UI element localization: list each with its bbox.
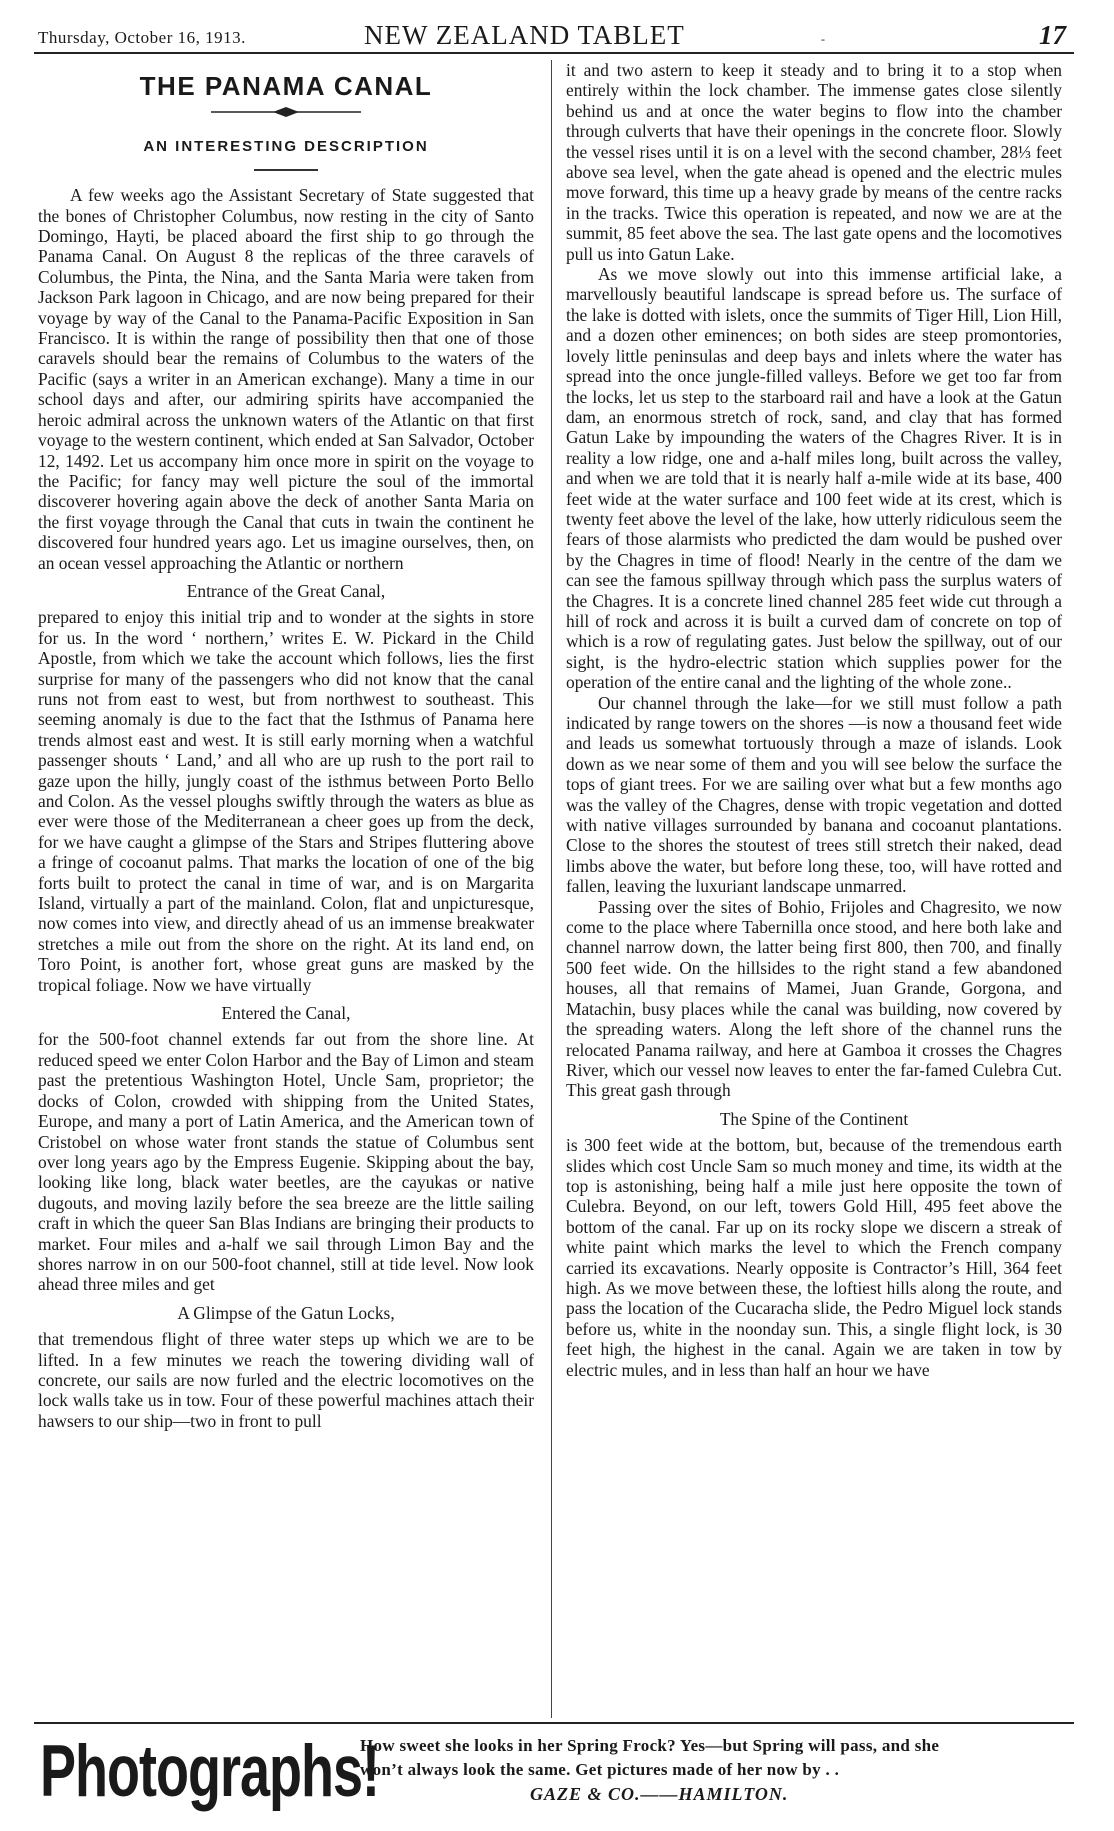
page-number: 17 [1039,20,1066,50]
column-divider [551,60,552,1718]
paragraph: A few weeks ago the Assistant Secretary of State suggested that the bones of Christopher Columbus, now resting in the city of Santo Domingo, Hayti, be placed aboard the first ship to go through the Panama Canal. On August 8 the replicas of the three caravels of Columbus, the Pinta, the Nina, and the Santa Maria were taken from Jackson Park lagoon in Chicago, and are now being prepared for their voyage by way of the Canal to the Panama-Pacific Exposition in San Francisco. It is within the range of possibility then that one of those caravels should bear the remains of Columbus to the waters of the Pacific (says a writer in an American exchange). Many a time in our school days and after, our admiring spirits have accompanied the heroic admiral across the unknown waters of the Atlantic on that first voyage to the western continent, which ended at San Salvador, October 12, 1492. Let us accompany him once more in spirit on the voyage to the Pacific; for fancy may well picture the soul of the immortal discoverer hovering again above the deck of another Santa Maria on the first voyage through the Canal that cuts in twain the continent he discovered four hundred years ago. Let us imagine ourselves, then, on an ocean vessel approaching the Atlantic or northern [38,185,534,573]
paragraph: Passing over the sites of Bohio, Frijoles and Chagresito, we now come to the place where Tabernilla once stood, and here both lake and channel narrow down, the latter being first 800, then 700, and finally 500 feet wide. On the hillsides to the right stand a few abandoned houses, all that remains of Mamei, Juan Grande, Gorgona, and Matachin, busy places while the canal was building, now covered by the spreading waters. Along the left shore of the channel runs the relocated Panama railway, and here at Gamboa it crosses the Chagres River, which our vessel now leaves to enter the far-famed Culebra Cut. This great gash through [566,896,1062,1101]
crosshead: Entrance of the Great Canal, [186,580,386,601]
article-subhead: AN INTERESTING DESCRIPTION [143,137,429,155]
issue-date: Thursday, October 16, 1913. [38,28,246,47]
short-divider [254,169,318,171]
paragraph: prepared to enjoy this initial trip and to wonder at the sights in store for us. In the word ‘ northern,’ writes E. W. Pickard in the Child Apostle, from which we take the account which follows, lies the first surprise for many of the passengers who did not know that the canal runs not from east to west, but from northwest to southeast. This seeming anomaly is due to the fact that the Isthmus of Panama here trends almost east and west. It is still early morning when a watchful passenger shouts ‘ Land,’ and all who are up rush to the port rail to gaze upon the hilly, jungly coast of the isthmus between Porto Bello and Colon. As the vessel ploughs swiftly through the waters as blue as ever were those of the Mediterranean a cheer goes up from the deck, for we have caught a glimpse of the Stars and Stripes fluttering above a fringe of cocoanut palms. That marks the location of one of the big forts built to protect the canal in time of war, and is on Margarita Island, virtually a part of the mainland. Colon, flat and unpicturesque, now comes into view, and directly ahead of us an immense breakwater stretches a mile out from the shore on the right. At its land end, on Toro Point, is another fort, whose great guns are masked by the tropical foliage. Now we have virtually [38,607,534,995]
article-column-left [38,60,534,1431]
ornament-rule [38,102,534,122]
advert-headline: Photographs! [40,1731,379,1813]
paragraph: for the 500-foot channel extends far out from the shore line. At reduced speed we enter Colon Harbor and the Bay of Limon and steam past the pretentious Washington Hotel, Uncle Sam, proprietor; the docks of Colon, crowded with shipping from the United States, Europe, and many a port of Latin America, and the American town of Cristobel on whose water front stands the statue of Columbus sent over long years ago by the Empress Eugenie. Skipping about the bay, looking like long, black water beetles, are the cayukas or native dugouts, and moving lazily before the sea breeze are the little sailing craft in which the queer San Blas Indians are bringing their products to market. Four miles and a-half we sail through Limon Bay and the shores narrow in on our 500-foot channel, still at tide level. Now look ahead three miles and get [38,1029,534,1295]
newspaper-title: NEW ZEALAND TABLET [364,20,685,50]
masthead [34,18,1074,54]
paragraph: As we move slowly out into this immense artificial lake, a marvellously beautiful landscape is spread before us. The surface of the lake is dotted with islets, once the summits of Tiger Hill, Lion Hill, and a dozen other eminences; on both sides are steep promontories, lovely little peninsulas and deep bays and inlets where the water has spread into the once jungle-filled valleys. Before we get too far from the locks, let us step to the starboard rail and have a look at the Gatun dam, an enormous stretch of rock, sand, and clay that has formed Gatun Lake by impounding the waters of the Chagres River. It is in reality a low ridge, one and a-half miles long, built across the valley, and when we are told that it is nearly half a-mile wide at its base, 400 feet wide at the water surface and 100 feet wide at its crest, which is twenty feet above the level of the lake, how utterly ridiculous seem the fears of those alarmists who predicted the dam would be pushed over by the Chagres in time of flood! Nearly in the centre of the dam we can see the famous spillway through which pass the surplus waters of the Chagres. It is a concrete lined channel 285 feet wide cut through a hill of rock and across it is built a curved dam of concrete on top of which is a row of regulating gates. Just below the spillway, out of our sight, is the hydro-electric station which supplies power for the operation of the entire canal and the lighting of the whole zone.. [566,264,1062,693]
advert-text-line: won’t always look the same. Get pictures made of her now by . . [360,1760,840,1779]
ornament-icon [211,106,361,118]
advert-signature: GAZE & CO.——HAMILTON. [530,1784,789,1804]
article-headline: THE PANAMA CANAL [139,71,433,101]
advertisement [40,1730,1070,1820]
paragraph: it and two astern to keep it steady and to bring it to a stop when entirely within the lock chamber. The immense gates close silently behind us and at once the water begins to flow into the chamber through culverts that have their openings in the concrete floor. Slowly the vessel rises until it is on a level with the second chamber, 28⅓ feet above sea level, when the gate ahead is opened and the electric mules move forward, this time up a heavy grade by means of the centre racks in the tracks. Twice this operation is repeated, and now we are at the summit, 85 feet above the sea. The last gate opens and the locomotives pull us into Gatun Lake. [566,60,1062,264]
advert-text-line: How sweet she looks in her Spring Frock? Yes—but Spring will pass, and she [360,1736,940,1755]
masthead-mark: - [821,32,825,46]
crosshead: The Spine of the Continent [719,1108,909,1129]
crosshead: A Glimpse of the Gatun Locks, [177,1302,395,1323]
paragraph: is 300 feet wide at the bottom, but, because of the tremendous earth slides which cost Uncle Sam so much money and time, its width at the top is astonishing, being half a mile just here opposite the town of Culebra. Beyond, on our left, towers Gold Hill, 495 feet above the bottom of the canal. Far up on its rocky slope we discern a streak of white paint which marks the level to which the French company carried its excavations. Nearly opposite is Contractor’s Hill, 364 feet high. As we move between these, the loftiest hills along the route, and pass the location of the Cucaracha slide, the Pedro Miguel lock stands before us, white in the noonday sun. This, a single flight lock, is 30 feet high, the highest in the canal. Again we are taken in tow by electric mules, and in less than half an hour we have [566,1135,1062,1380]
crosshead: Entered the Canal, [221,1003,351,1024]
article-column-right [566,60,1062,1380]
paragraph: that tremendous flight of three water steps up which we are to be lifted. In a few minutes we reach the towering dividing wall of concrete, our sails are now furled and the electric locomotives on the lock walls take us in tow. Four of these powerful machines attach their hawsers to our ship—two in front to pull [38,1329,534,1431]
advert-divider [34,1722,1074,1724]
paragraph: Our channel through the lake—for we still must follow a path indicated by range towers on the shores —is now a thousand feet wide and leads us somewhat tortuously through a maze of islands. Look down as we near some of them and you will see below the surface the tops of giant trees. For we are sailing over what but a few months ago was the valley of the Chagres, dense with tropic vegetation and dotted with native villages surrounded by banana and cocoanut plantations. Close to the shores the stoutest of trees still stretch their naked, dead limbs above the water, but before long these, too, will have rotted and fallen, leaving the luxuriant landscape unmarred. [566,692,1062,897]
